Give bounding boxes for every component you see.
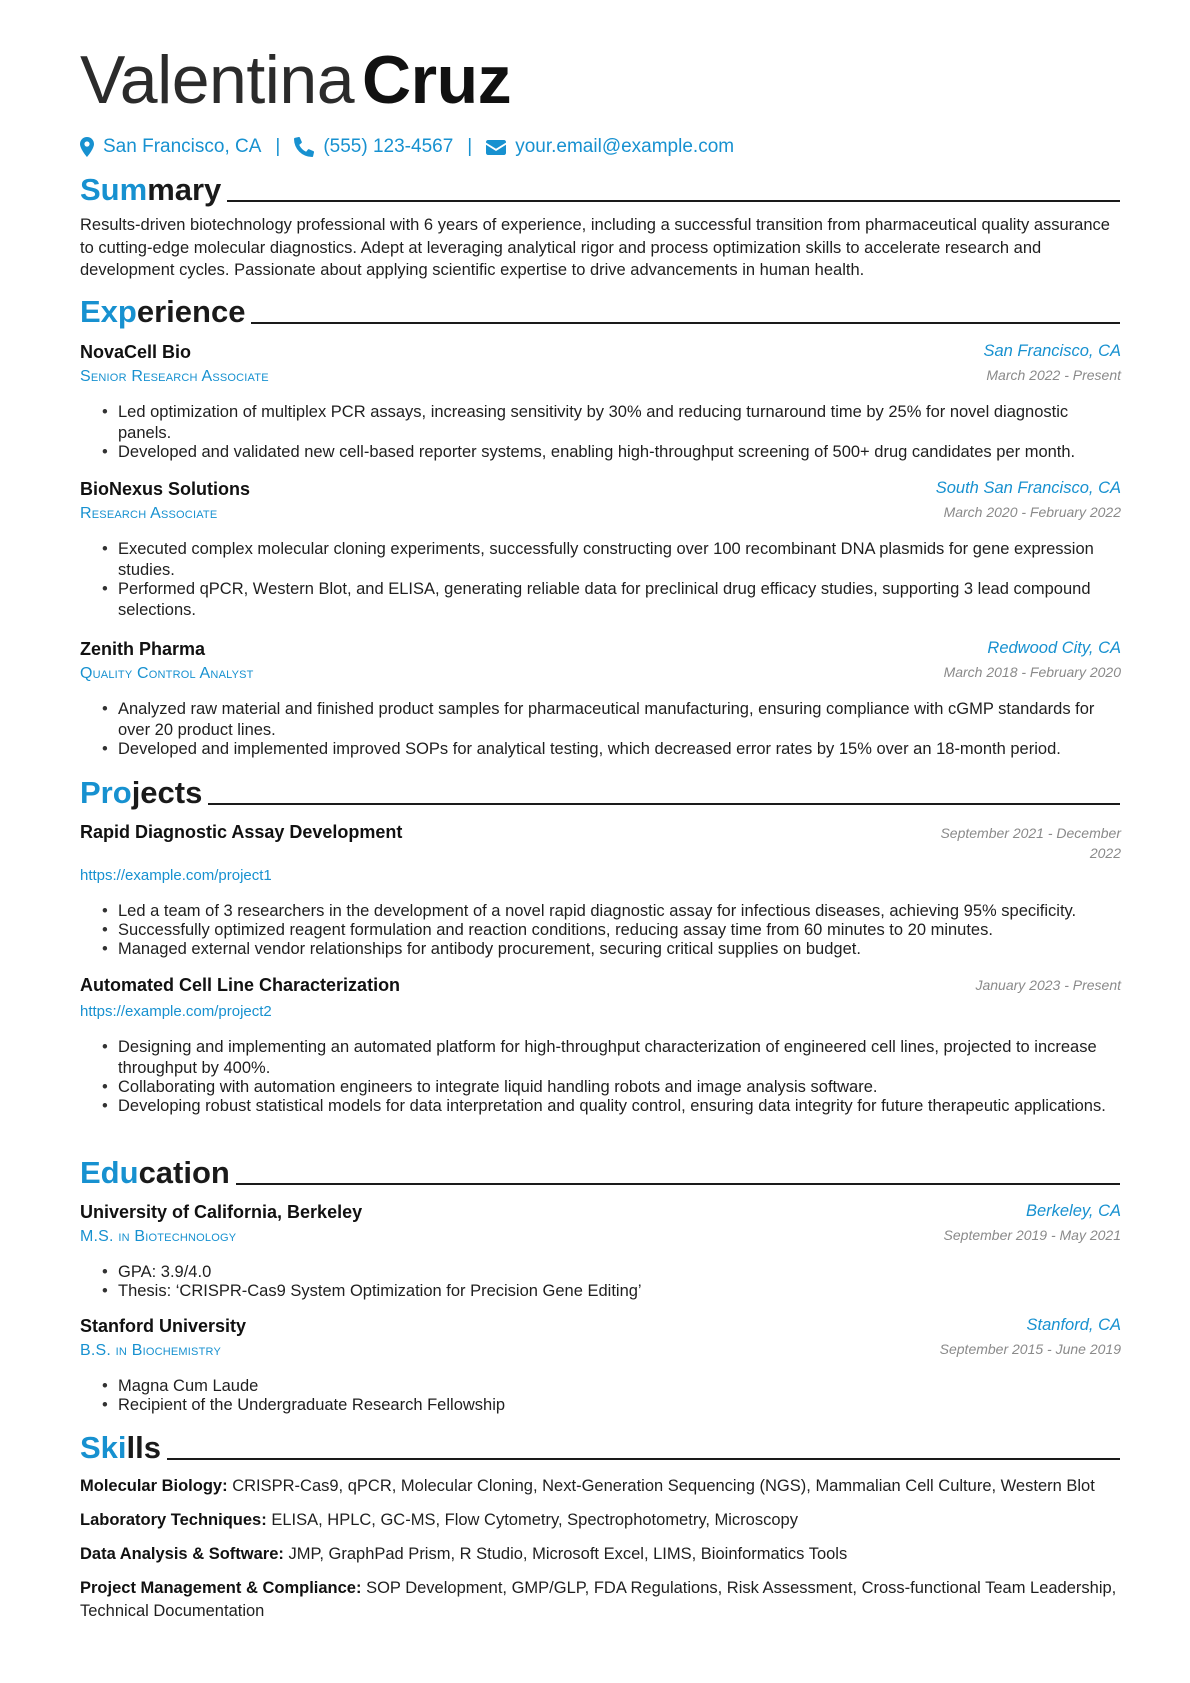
job-bullets [80,699,1120,758]
project-link[interactable]: https://example.com/project2 [80,1003,272,1020]
skill-label: Laboratory Techniques: [80,1511,267,1529]
section-education-header [80,1151,1120,1191]
section-rule [208,803,1120,805]
job-title: Senior Research Associate [80,368,269,385]
education-bullets [80,1376,1120,1414]
section-rule [167,1458,1120,1460]
section-title: Skills [80,1430,161,1465]
skill-label: Project Management & Compliance: [80,1579,362,1597]
school-location: Stanford, CA [1026,1316,1121,1334]
list-item: • Thesis: ‘CRISPR-Cas9 System Optimization for Precision Gene Editing’ [80,1281,1120,1302]
list-item: • Led a team of 3 researchers in the development of a novel rapid diagnostic assay for infectious diseases, achieving 95% specificity. [80,901,1120,922]
section-summary-header [80,168,1120,208]
list-item: • Developing robust statistical models for data interpretation and quality control, ensuring data integrity for future therapeutic applications. [80,1096,1120,1117]
phone-item[interactable] [294,136,453,158]
list-item: • Analyzed raw material and finished product samples for pharmaceutical manufacturing, ensuring compliance with cGMP standards for over 20 product lines. [80,699,1120,741]
list-item: • Executed complex molecular cloning experiments, successfully constructing over 100 recombinant DNA plasmids for gene expression studies. [80,539,1120,581]
phone-text: (555) 123-4567 [323,136,454,157]
job-bullets [80,402,1120,461]
employer-name: NovaCell Bio [80,342,192,362]
education-bullets [80,1262,1120,1300]
project-bullets [80,901,1120,958]
project-dates: September 2021 - December 2022 [940,825,1121,861]
employer-location: Redwood City, CA [987,639,1121,657]
contact-separator: | [467,136,473,157]
employer-name: BioNexus Solutions [80,479,251,499]
skill-label: Molecular Biology: [80,1477,228,1495]
skill-row [80,1509,1120,1532]
list-item: • Designing and implementing an automated platform for high-throughput characterization of engineered cell lines, projected to increase throughput by 400%. [80,1037,1120,1079]
email-item[interactable] [486,136,734,158]
school-location: Berkeley, CA [1025,1202,1121,1220]
first-name: Valentina [80,42,355,118]
list-item: • Performed qPCR, Western Blot, and ELISA, generating reliable data for preclinical drug efficacy studies, supporting 3 lead compound selections. [80,579,1120,621]
degree: B.S. in Biochemistry [80,1342,221,1359]
section-title: Projects [80,775,203,810]
skill-row [80,1577,1120,1622]
section-rule [236,1183,1120,1185]
project-dates: January 2023 - Present [975,977,1121,993]
contact-separator: | [275,136,281,157]
employer-name: Zenith Pharma [80,639,206,659]
section-projects-header [80,771,1120,811]
email-text: your.email@example.com [515,136,735,157]
section-experience-header [80,290,1120,330]
job-bullets [80,539,1120,619]
job-dates: March 2022 - Present [986,367,1121,383]
skill-value: ELISA, HPLC, GC-MS, Flow Cytometry, Spectrophotometry, Microscopy [271,1511,798,1529]
skill-value: CRISPR-Cas9, qPCR, Molecular Cloning, Next-Generation Sequencing (NGS), Mammalian Cell Culture, Western Blot [232,1477,1095,1495]
list-item: • Successfully optimized reagent formulation and reaction conditions, reducing assay time from 60 minutes to 20 minutes. [80,920,1120,941]
project-link[interactable]: https://example.com/project1 [80,867,272,884]
job-title: Research Associate [80,505,218,522]
candidate-name [80,40,511,120]
list-item: • Developed and implemented improved SOPs for analytical testing, which decreased error rates by 15% over an 18-month period. [80,739,1120,760]
employer-location: San Francisco, CA [983,342,1121,360]
list-item: • Recipient of the Undergraduate Research Fellowship [80,1395,1120,1416]
skill-value: JMP, GraphPad Prism, R Studio, Microsoft Excel, LIMS, Bioinformatics Tools [288,1545,848,1563]
contact-line [80,132,734,162]
project-title: Automated Cell Line Characterization [80,975,401,995]
list-item: • Managed external vendor relationships for antibody procurement, securing critical supplies on budget. [80,939,1120,960]
employer-location: South San Francisco, CA [935,479,1121,497]
section-title: Summary [80,172,222,207]
project-title: Rapid Diagnostic Assay Development [80,822,403,842]
location-item [80,136,261,158]
list-item: • Collaborating with automation engineers to integrate liquid handling robots and image analysis software. [80,1077,1120,1098]
skill-label: Data Analysis & Software: [80,1545,284,1563]
envelope-icon [486,140,506,155]
skill-value: SOP Development, GMP/GLP, FDA Regulations, Risk Assessment, Cross-functional Team Leadership, Technical Documentation [80,1579,1117,1620]
section-title: Education [80,1155,230,1190]
summary-text: Results-driven biotechnology professional with 6 years of experience, including a successful transition from pharmaceutical quality assurance to cutting-edge molecular diagnostics. Adept at leveraging analytical rigor and process optimization skills to accelerate research and development cycles. Passionate about applying scientific expertise to drive advancements in human health. [80,216,1110,279]
education-dates: September 2019 - May 2021 [943,1227,1121,1243]
list-item: • Led optimization of multiplex PCR assays, increasing sensitivity by 30% and reducing turnaround time by 25% for novel diagnostic panels. [80,402,1120,444]
project-bullets [80,1037,1120,1115]
degree: M.S. in Biotechnology [80,1228,237,1245]
location-text: San Francisco, CA [103,136,262,157]
section-rule [251,322,1120,324]
list-item: • Magna Cum Laude [80,1376,1120,1397]
job-dates: March 2018 - February 2020 [943,664,1121,680]
section-title: Experience [80,294,246,329]
job-dates: March 2020 - February 2022 [943,504,1121,520]
skill-row [80,1543,1120,1566]
school-name: University of California, Berkeley [80,1202,363,1222]
school-name: Stanford University [80,1316,247,1336]
list-item: • Developed and validated new cell-based reporter systems, enabling high-throughput screening of 500+ drug candidates per month. [80,442,1120,463]
section-rule [227,200,1120,202]
map-pin-icon [80,137,94,157]
list-item: • GPA: 3.9/4.0 [80,1262,1120,1283]
job-title: Quality Control Analyst [80,665,254,682]
education-dates: September 2015 - June 2019 [939,1341,1121,1357]
skill-row [80,1475,1120,1498]
section-skills-header [80,1426,1120,1466]
last-name: Cruz [362,42,512,118]
phone-icon [294,137,314,157]
